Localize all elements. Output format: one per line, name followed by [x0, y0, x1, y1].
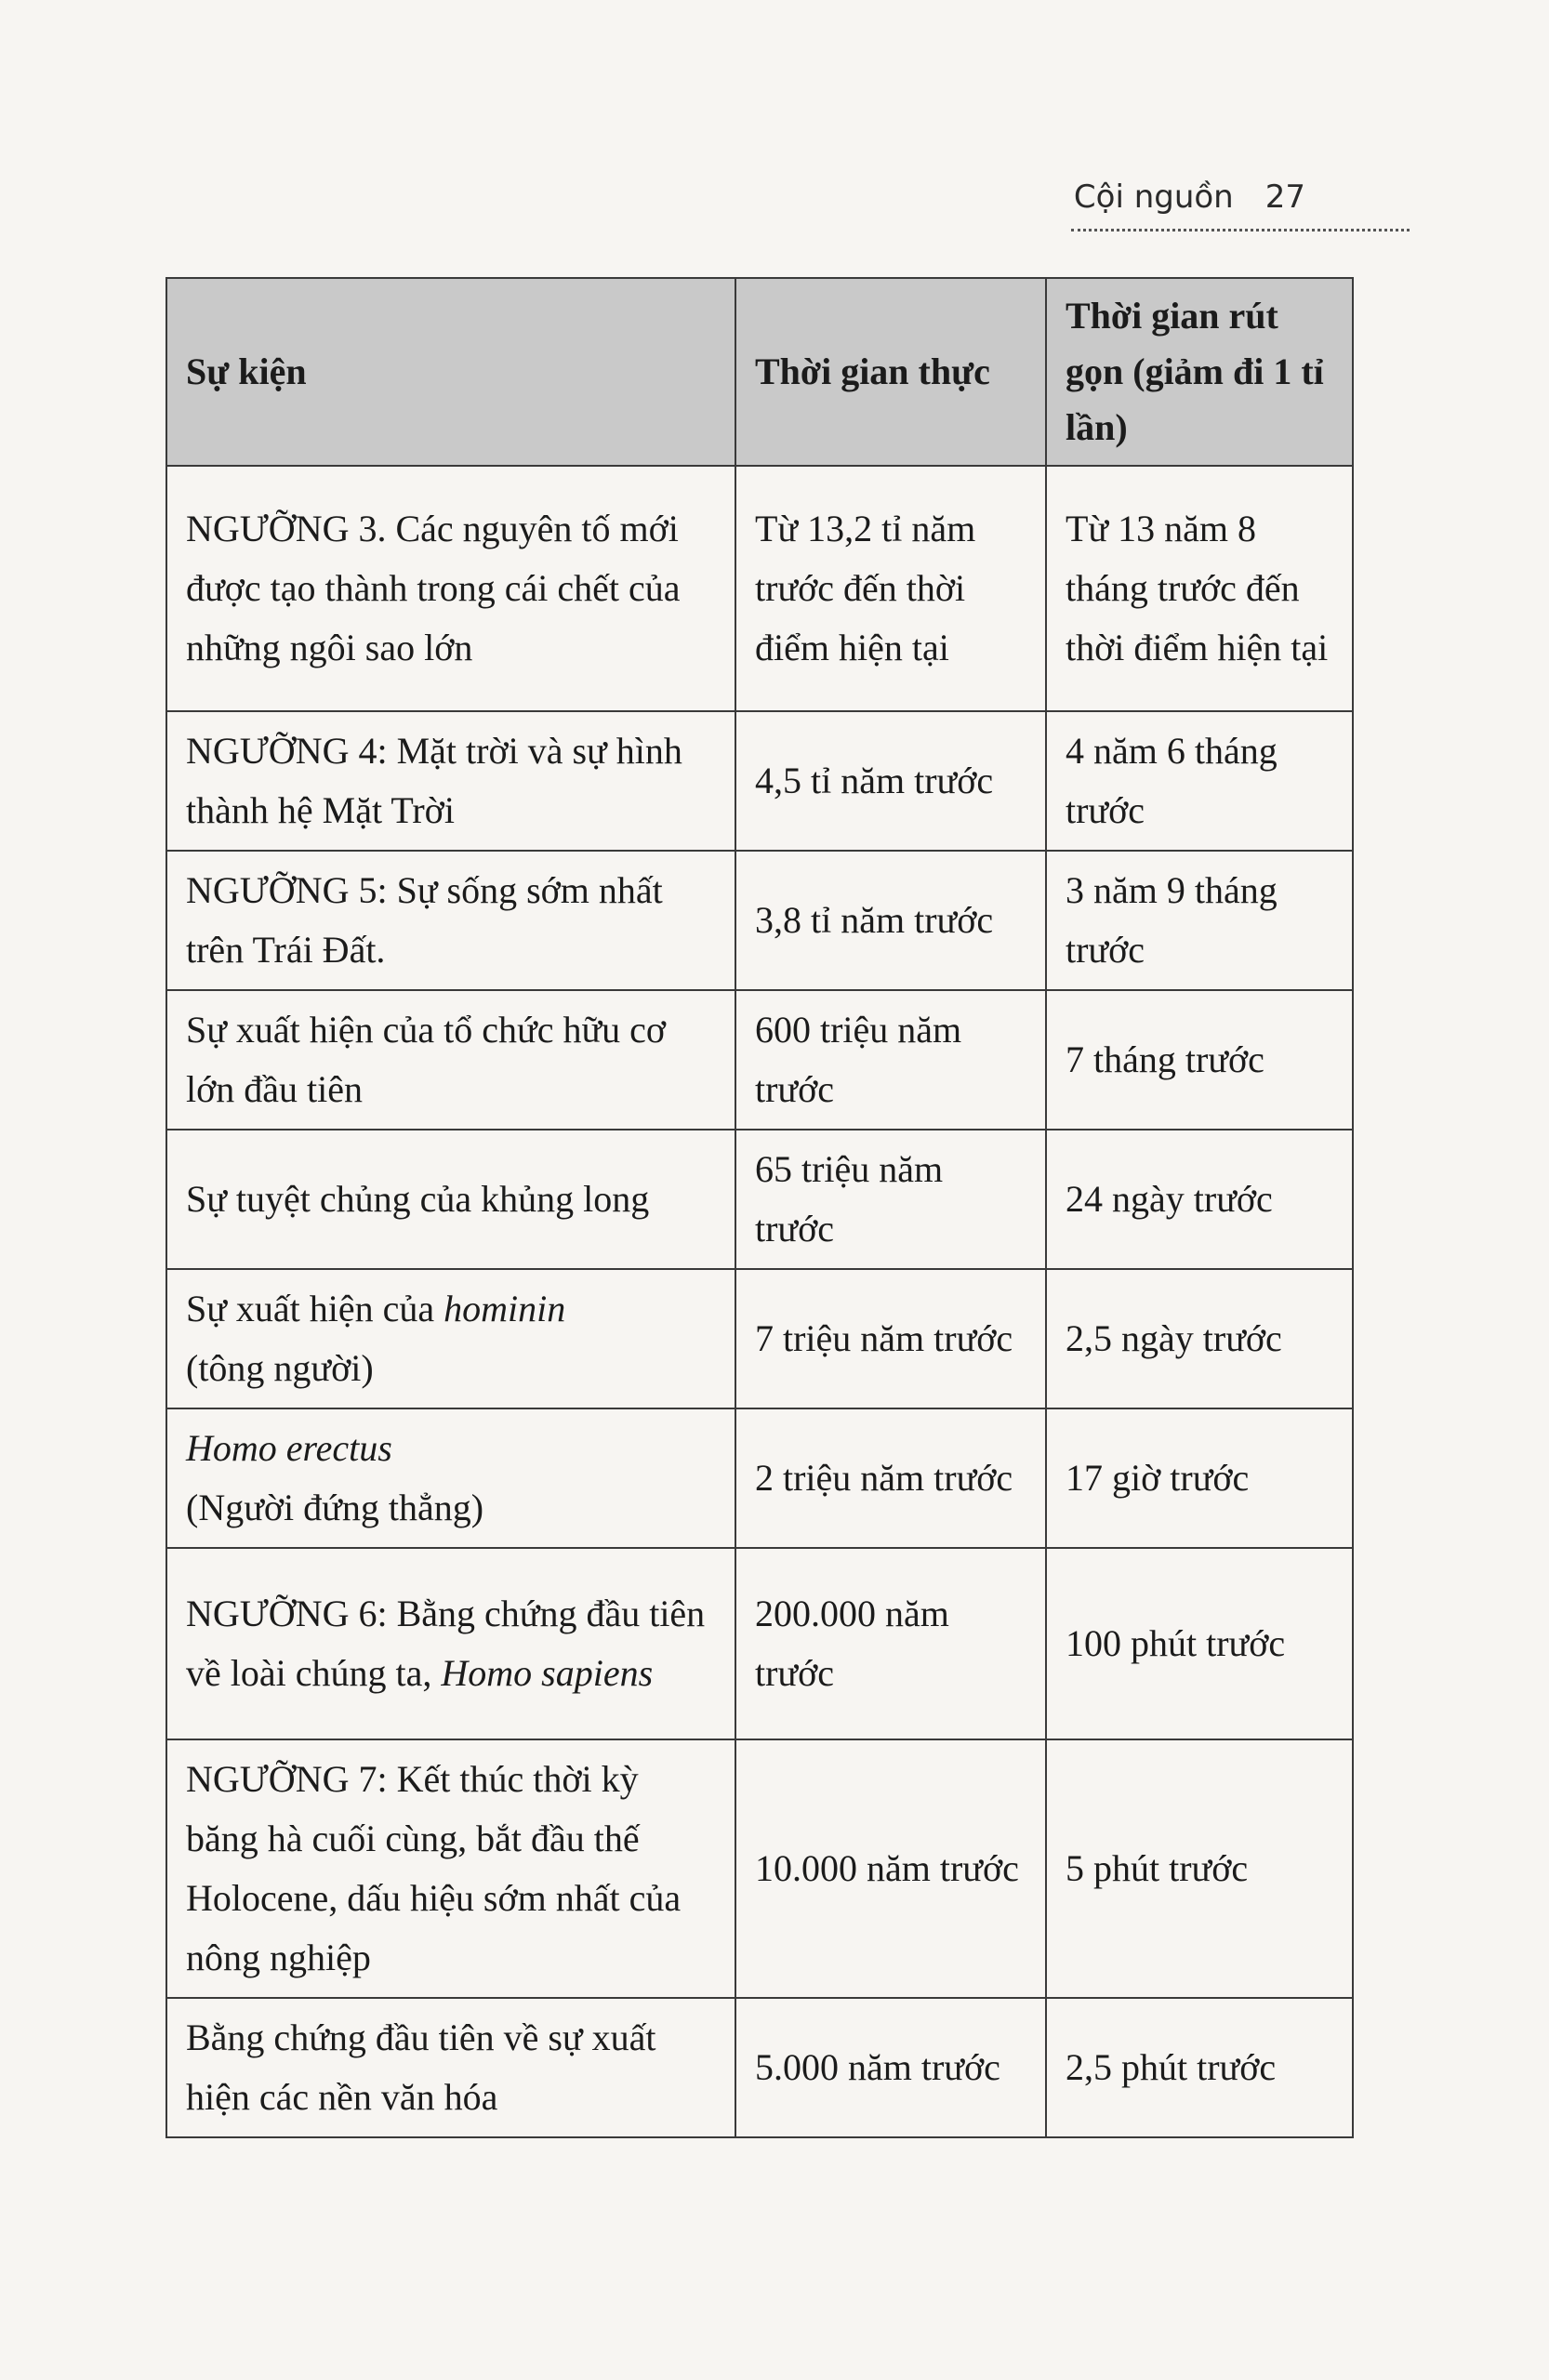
- event-cell: NGƯỠNG 7: Kết thúc thời kỳ băng hà cuối cùng, bắt đầu thế Holocene, dấu hiệu sớm nhất của nông nghiệp: [166, 1739, 735, 1998]
- real-time-cell: 65 triệu năm trước: [735, 1130, 1046, 1269]
- real-time-cell: 10.000 năm trước: [735, 1739, 1046, 1998]
- compressed-time-cell: 2,5 ngày trước: [1046, 1269, 1353, 1408]
- running-header: [1074, 178, 1305, 216]
- table-row: [166, 1548, 1353, 1739]
- real-time-cell: 7 triệu năm trước: [735, 1269, 1046, 1408]
- event-cell: NGƯỠNG 3. Các nguyên tố mới được tạo thành trong cái chết của những ngôi sao lớn: [166, 466, 735, 711]
- compressed-time-cell: 7 tháng trước: [1046, 990, 1353, 1130]
- event-cell: Sự tuyệt chủng của khủng long: [166, 1130, 735, 1269]
- event-cell: [166, 1408, 735, 1548]
- compressed-time-cell: 5 phút trước: [1046, 1739, 1353, 1998]
- table-row: [166, 1269, 1353, 1408]
- page-number: 27: [1264, 178, 1305, 216]
- compressed-time-cell: 24 ngày trước: [1046, 1130, 1353, 1269]
- compressed-time-cell: 2,5 phút trước: [1046, 1998, 1353, 2137]
- real-time-cell: 600 triệu năm trước: [735, 990, 1046, 1130]
- compressed-time-cell: 3 năm 9 tháng trước: [1046, 851, 1353, 990]
- event-italic-term: hominin: [444, 1288, 566, 1329]
- event-text: NGƯỠNG 6: Bằng chứng đầu tiên về loài chúng ta,: [186, 1593, 706, 1694]
- table-row: [166, 990, 1353, 1130]
- table-row: [166, 851, 1353, 990]
- compressed-time-cell: 100 phút trước: [1046, 1548, 1353, 1739]
- table-row: [166, 1130, 1353, 1269]
- table-row: [166, 466, 1353, 711]
- real-time-cell: 2 triệu năm trước: [735, 1408, 1046, 1548]
- table-row: [166, 711, 1353, 851]
- event-cell: Sự xuất hiện của tổ chức hữu cơ lớn đầu tiên: [166, 990, 735, 1130]
- events-table: [165, 277, 1354, 2138]
- table-row: [166, 1408, 1353, 1548]
- real-time-cell: 200.000 năm trước: [735, 1548, 1046, 1739]
- real-time-cell: Từ 13,2 tỉ năm trước đến thời điểm hiện tại: [735, 466, 1046, 711]
- compressed-time-cell: Từ 13 năm 8 tháng trước đến thời điểm hiện tại: [1046, 466, 1353, 711]
- column-header-compressed-time: Thời gian rút gọn (giảm đi 1 tỉ lần): [1046, 278, 1353, 466]
- event-cell: NGƯỠNG 4: Mặt trời và sự hình thành hệ Mặt Trời: [166, 711, 735, 851]
- table-header-row: [166, 278, 1353, 466]
- column-header-real-time: Thời gian thực: [735, 278, 1046, 466]
- event-text: Sự xuất hiện của: [186, 1288, 435, 1329]
- real-time-cell: 5.000 năm trước: [735, 1998, 1046, 2137]
- real-time-cell: 4,5 tỉ năm trước: [735, 711, 1046, 851]
- compressed-time-cell: 4 năm 6 tháng trước: [1046, 711, 1353, 851]
- event-cell: [166, 1548, 735, 1739]
- section-title: Cội nguồn: [1073, 178, 1234, 216]
- table-row: [166, 1739, 1353, 1998]
- event-italic-term: Homo sapiens: [441, 1652, 654, 1694]
- compressed-time-cell: 17 giờ trước: [1046, 1408, 1353, 1548]
- header-dotted-rule: [1071, 229, 1410, 231]
- event-cell: NGƯỠNG 5: Sự sống sớm nhất trên Trái Đất.: [166, 851, 735, 990]
- event-cell: Bằng chứng đầu tiên về sự xuất hiện các nền văn hóa: [166, 1998, 735, 2137]
- event-text-suffix: (tông người): [186, 1347, 374, 1389]
- event-text-suffix: (Người đứng thẳng): [186, 1487, 484, 1528]
- real-time-cell: 3,8 tỉ năm trước: [735, 851, 1046, 990]
- table-row: [166, 1998, 1353, 2137]
- column-header-event: Sự kiện: [166, 278, 735, 466]
- event-italic-term: Homo erectus: [186, 1427, 392, 1469]
- event-cell: [166, 1269, 735, 1408]
